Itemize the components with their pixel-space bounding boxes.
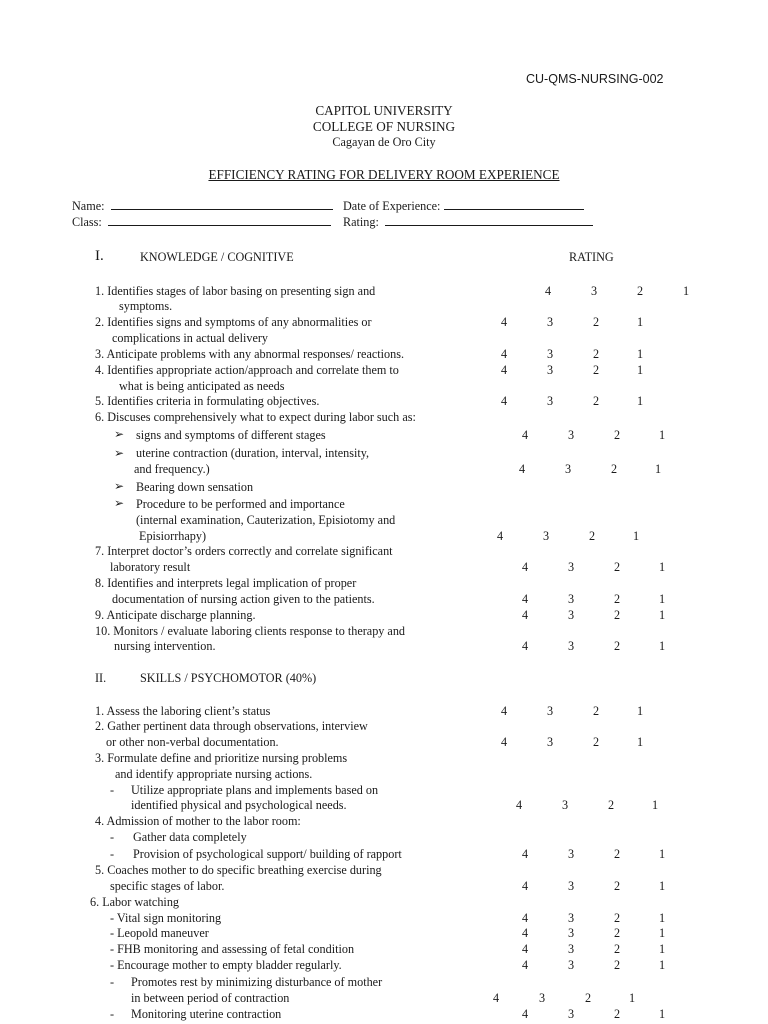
arrow-bullet-icon: ➢	[114, 427, 125, 441]
rating-option-2[interactable]: 2	[614, 428, 621, 442]
item-text: Promotes rest by minimizing disturbance of mother	[131, 975, 383, 989]
item-text: what is being anticipated as needs	[119, 379, 285, 393]
rating-option-4[interactable]: 4	[501, 363, 508, 377]
rating-option-1[interactable]: 1	[659, 942, 666, 956]
university-name: CAPITOL UNIVERSITY	[315, 103, 453, 118]
dash-bullet: -	[110, 783, 115, 797]
rating-option-1[interactable]: 1	[637, 315, 644, 329]
rating-option-3[interactable]: 3	[568, 1007, 575, 1021]
rating-option-2[interactable]: 2	[585, 991, 592, 1005]
rating-option-2[interactable]: 2	[614, 911, 621, 925]
item-text: 3. Formulate define and prioritize nursing problems	[95, 751, 348, 765]
name-blank[interactable]	[111, 199, 333, 210]
rating-option-2[interactable]: 2	[589, 529, 596, 543]
rating-option-3[interactable]: 3	[568, 958, 575, 972]
rating-option-1[interactable]: 1	[637, 347, 644, 361]
rating-option-1[interactable]: 1	[629, 991, 636, 1005]
item-text: - Leopold maneuver	[110, 926, 209, 940]
rating-option-1[interactable]: 1	[659, 879, 666, 893]
item-text: 5. Identifies criteria in formulating objectives.	[95, 394, 320, 408]
rating-option-3[interactable]: 3	[568, 847, 575, 861]
rating-option-3[interactable]: 3	[568, 879, 575, 893]
section-2-title: SKILLS / PSYCHOMOTOR (40%)	[140, 671, 317, 685]
rating-option-2[interactable]: 2	[614, 926, 621, 940]
rating-option-4[interactable]: 4	[522, 926, 529, 940]
name-label: Name:	[72, 199, 105, 213]
item-text: Utilize appropriate plans and implements based on	[131, 783, 379, 797]
rating-option-1[interactable]: 1	[659, 926, 666, 940]
rating-option-2[interactable]: 2	[614, 560, 621, 574]
item-text: - Encourage mother to empty bladder regularly.	[110, 958, 342, 972]
city-name: Cagayan de Oro City	[332, 135, 436, 149]
rating-column-header: RATING	[569, 250, 614, 264]
rating-option-4[interactable]: 4	[522, 560, 529, 574]
rating-option-3[interactable]: 3	[547, 394, 554, 408]
rating-option-3[interactable]: 3	[543, 529, 550, 543]
rating-option-3[interactable]: 3	[568, 942, 575, 956]
rating-option-2[interactable]: 2	[614, 958, 621, 972]
item-text: 4. Admission of mother to the labor room:	[95, 814, 301, 828]
item-text: or other non-verbal documentation.	[106, 735, 279, 749]
rating-option-2[interactable]: 2	[593, 363, 600, 377]
rating-option-1[interactable]: 1	[659, 608, 666, 622]
item-text: symptoms.	[119, 299, 173, 313]
item-text: Provision of psychological support/ building of rapport	[133, 847, 402, 861]
rating-option-1[interactable]: 1	[659, 847, 666, 861]
rating-option-4[interactable]: 4	[522, 428, 529, 442]
document-code: CU-QMS-NURSING-002	[526, 72, 664, 86]
rating-option-1[interactable]: 1	[633, 529, 640, 543]
rating-blank[interactable]	[385, 215, 593, 226]
item-text: Bearing down sensation	[136, 480, 254, 494]
rating-option-4[interactable]: 4	[501, 347, 508, 361]
arrow-bullet-icon: ➢	[114, 446, 125, 460]
rating-option-1[interactable]: 1	[683, 284, 690, 298]
item-text: Monitoring uterine contraction	[131, 1007, 282, 1021]
item-text: 10. Monitors / evaluate laboring clients response to therapy and	[95, 624, 406, 638]
rating-option-1[interactable]: 1	[659, 592, 666, 606]
rating-option-2[interactable]: 2	[614, 879, 621, 893]
rating-option-2[interactable]: 2	[614, 639, 621, 653]
rating-option-2[interactable]: 2	[593, 704, 600, 718]
item-text: Procedure to be performed and importance	[136, 497, 345, 511]
rating-option-2[interactable]: 2	[593, 735, 600, 749]
section-1-title: KNOWLEDGE / COGNITIVE	[140, 250, 294, 264]
rating-option-4[interactable]: 4	[501, 704, 508, 718]
item-text: and frequency.)	[134, 462, 210, 476]
date-field[interactable]	[343, 199, 584, 212]
rating-option-4[interactable]: 4	[516, 798, 523, 812]
rating-option-4[interactable]: 4	[493, 991, 500, 1005]
rating-option-1[interactable]: 1	[637, 735, 644, 749]
rating-option-1[interactable]: 1	[659, 639, 666, 653]
rating-option-3[interactable]: 3	[568, 926, 575, 940]
rating-option-1[interactable]: 1	[659, 1007, 666, 1021]
rating-option-3[interactable]: 3	[547, 347, 554, 361]
rating-option-4[interactable]: 4	[501, 394, 508, 408]
rating-option-1[interactable]: 1	[637, 394, 644, 408]
dash-bullet: -	[110, 1007, 115, 1021]
item-text: 3. Anticipate problems with any abnormal responses/ reactions.	[95, 347, 405, 361]
rating-option-1[interactable]: 1	[659, 428, 666, 442]
section-1-numeral: I.	[95, 248, 104, 264]
rating-label: Rating:	[343, 215, 379, 229]
name-field[interactable]	[72, 199, 333, 212]
item-text: Gather data completely	[133, 830, 247, 844]
item-text: 5. Coaches mother to do specific breathing exercise during	[95, 863, 382, 877]
rating-option-4[interactable]: 4	[522, 639, 529, 653]
rating-option-3[interactable]: 3	[568, 639, 575, 653]
rating-option-4[interactable]: 4	[522, 942, 529, 956]
rating-option-3[interactable]: 3	[547, 363, 554, 377]
rating-option-4[interactable]: 4	[497, 529, 504, 543]
form-title: EFFICIENCY RATING FOR DELIVERY ROOM EXPERIENCE	[208, 167, 560, 182]
item-text: uterine contraction (duration, interval, intensity,	[136, 446, 370, 460]
dash-bullet: -	[110, 830, 115, 844]
section-2-numeral: II.	[95, 671, 107, 685]
rating-option-1[interactable]: 1	[659, 958, 666, 972]
item-text: (internal examination, Cauterization, Episiotomy and	[136, 513, 396, 527]
rating-option-4[interactable]: 4	[519, 462, 526, 476]
item-text: 2. Gather pertinent data through observations, interview	[95, 719, 368, 733]
date-blank[interactable]	[444, 199, 584, 210]
item-text: 6. Discuses comprehensively what to expect during labor such as:	[95, 410, 416, 424]
rating-option-2[interactable]: 2	[614, 847, 621, 861]
rating-option-4[interactable]: 4	[522, 911, 529, 925]
rating-option-3[interactable]: 3	[539, 991, 546, 1005]
rating-option-4[interactable]: 4	[501, 315, 508, 329]
rating-option-3[interactable]: 3	[568, 428, 575, 442]
rating-option-4[interactable]: 4	[522, 592, 529, 606]
item-text: 4. Identifies appropriate action/approach and correlate them to	[95, 363, 399, 377]
rating-option-1[interactable]: 1	[652, 798, 659, 812]
rating-option-3[interactable]: 3	[568, 911, 575, 925]
dash-bullet: -	[110, 975, 115, 989]
item-text: signs and symptoms of different stages	[136, 428, 326, 442]
date-label: Date of Experience:	[343, 199, 441, 213]
rating-option-1[interactable]: 1	[637, 363, 644, 377]
item-text: 9. Anticipate discharge planning.	[95, 608, 256, 622]
arrow-bullet-icon: ➢	[114, 479, 125, 493]
item-text: in between period of contraction	[131, 991, 290, 1005]
item-text: 1. Identifies stages of labor basing on presenting sign and	[95, 284, 376, 298]
item-text: specific stages of labor.	[110, 879, 225, 893]
rating-option-4[interactable]: 4	[522, 608, 529, 622]
rating-option-4[interactable]: 4	[522, 958, 529, 972]
class-field[interactable]	[72, 215, 331, 228]
rating-option-4[interactable]: 4	[501, 735, 508, 749]
rating-option-2[interactable]: 2	[593, 394, 600, 408]
rating-option-4[interactable]: 4	[522, 847, 529, 861]
rating-option-2[interactable]: 2	[593, 347, 600, 361]
rating-option-3[interactable]: 3	[562, 798, 569, 812]
item-text: nursing intervention.	[114, 639, 216, 653]
rating-option-3[interactable]: 3	[547, 315, 554, 329]
item-text: 7. Interpret doctor’s orders correctly and correlate significant	[95, 544, 393, 558]
rating-option-3[interactable]: 3	[568, 608, 575, 622]
rating-option-3[interactable]: 3	[565, 462, 572, 476]
item-text: and identify appropriate nursing actions.	[115, 767, 313, 781]
rating-option-4[interactable]: 4	[522, 1007, 529, 1021]
item-text: identified physical and psychological needs.	[131, 798, 347, 812]
rating-option-1[interactable]: 1	[659, 911, 666, 925]
rating-option-2[interactable]: 2	[611, 462, 618, 476]
class-blank[interactable]	[108, 215, 331, 226]
rating-option-2[interactable]: 2	[614, 608, 621, 622]
class-label: Class:	[72, 215, 102, 229]
item-text: 2. Identifies signs and symptoms of any abnormalities or	[95, 315, 372, 329]
rating-option-2[interactable]: 2	[593, 315, 600, 329]
rating-option-2[interactable]: 2	[637, 284, 644, 298]
rating-option-2[interactable]: 2	[614, 942, 621, 956]
rating-option-2[interactable]: 2	[614, 592, 621, 606]
item-text: documentation of nursing action given to the patients.	[112, 592, 375, 606]
arrow-bullet-icon: ➢	[114, 496, 125, 510]
rating-option-1[interactable]: 1	[659, 560, 666, 574]
rating-option-1[interactable]: 1	[655, 462, 662, 476]
rating-option-3[interactable]: 3	[568, 592, 575, 606]
item-text: - Vital sign monitoring	[110, 911, 222, 925]
rating-field[interactable]	[343, 215, 593, 228]
item-text: 8. Identifies and interprets legal implication of proper	[95, 576, 357, 590]
item-text: Episiorrhapy)	[139, 529, 207, 543]
item-text: 6. Labor watching	[90, 895, 180, 909]
rating-option-3[interactable]: 3	[568, 560, 575, 574]
college-name: COLLEGE OF NURSING	[312, 119, 456, 134]
item-text: complications in actual delivery	[112, 331, 269, 345]
rating-option-4[interactable]: 4	[522, 879, 529, 893]
rating-option-2[interactable]: 2	[614, 1007, 621, 1021]
dash-bullet: -	[110, 847, 115, 861]
item-text: - FHB monitoring and assessing of fetal condition	[110, 942, 355, 956]
rating-option-1[interactable]: 1	[637, 704, 644, 718]
item-text: 1. Assess the laboring client’s status	[95, 704, 271, 718]
rating-option-3[interactable]: 3	[547, 735, 554, 749]
rating-option-3[interactable]: 3	[591, 284, 598, 298]
item-text: laboratory result	[110, 560, 191, 574]
rating-option-4[interactable]: 4	[545, 284, 552, 298]
rating-option-2[interactable]: 2	[608, 798, 615, 812]
rating-option-3[interactable]: 3	[547, 704, 554, 718]
